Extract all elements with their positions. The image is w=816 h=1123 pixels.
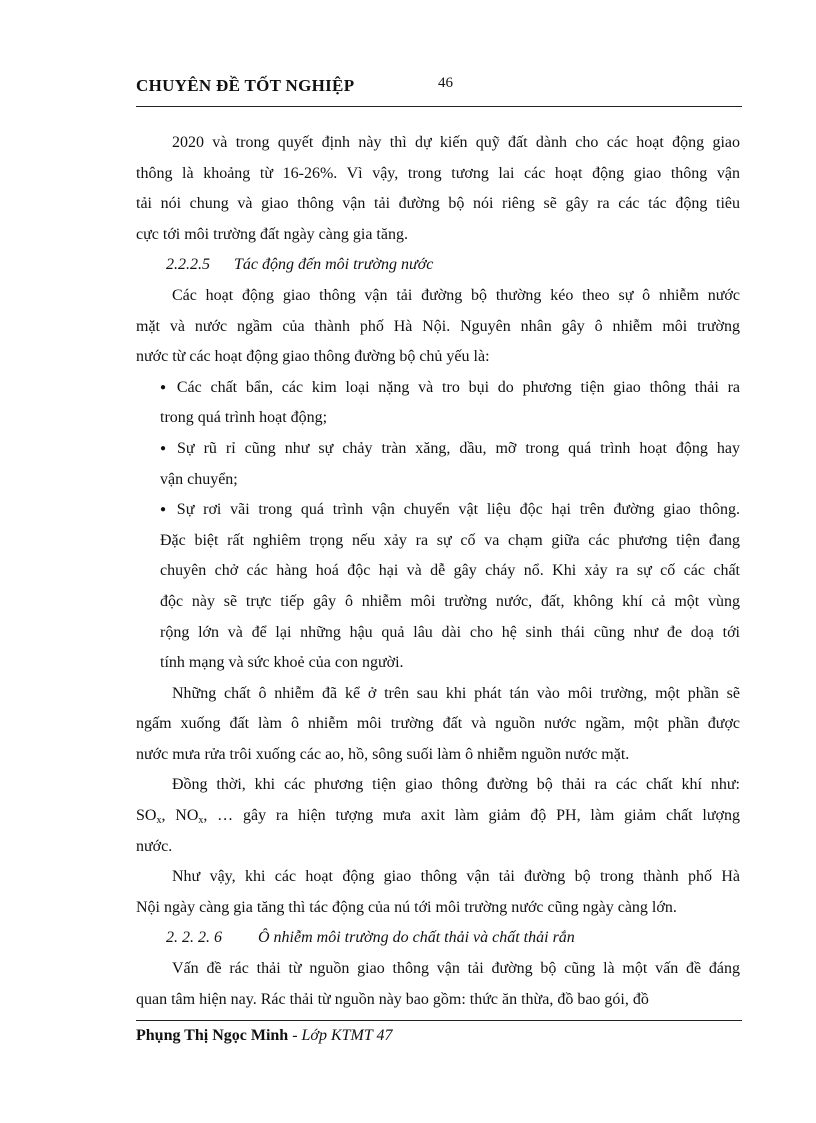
text-line: quan tâm hiện nay. Rác thải từ nguồn này bao gồm: thức ăn thừa, đồ bao gói, đồ [136, 990, 649, 1008]
no-x-label: NO [175, 807, 199, 825]
so-x-label: SO [136, 807, 157, 825]
section-heading-2-2-2-6 [136, 923, 740, 954]
subscript-x: x [198, 815, 204, 827]
text-line: Những chất ô nhiễm đã kể ở trên sau khi phát tán vào môi trường, một phần sẽ [172, 684, 740, 702]
bullet-icon: ● [160, 504, 171, 516]
author-name: Phụng Thị Ngọc Minh [136, 1027, 289, 1044]
text-line-chemicals [136, 801, 740, 832]
section-heading-2-2-2-5 [136, 250, 740, 281]
text-line: trong quá trình hoạt động; [160, 409, 328, 427]
page-footer [136, 1027, 392, 1045]
text-line: Các hoạt động giao thông vận tải đường bộ thường kéo theo sự ô nhiễm nước [172, 286, 740, 304]
bullet-text: Sự rũ rỉ cũng như sự chảy tràn xăng, dầu, mỡ trong quá trình hoạt động hay [177, 439, 740, 457]
page-header [136, 76, 742, 106]
bullet-text: Các chất bẩn, các kim loại nặng và tro bụi do phương tiện giao thông thải ra [176, 378, 740, 396]
text-line: Như vậy, khi các hoạt động giao thông vận tải đường bộ trong thành phố Hà [172, 868, 740, 886]
text-line: rộng lớn và để lại những hậu quả lâu dài cho hệ sinh thái cũng như đe doạ tới [160, 623, 740, 641]
text-line: Đặc biệt rất nghiêm trọng nếu xảy ra sự cố va chạm giữa các phương tiện đang [160, 531, 740, 549]
text-line: Vấn đề rác thải từ nguồn giao thông vận tải đường bộ cũng là một vấn đề đáng [172, 960, 740, 978]
text-line: tính mạng và sức khoẻ của con người. [160, 654, 404, 672]
section-number: 2.2.2.5 [166, 256, 210, 274]
text-line: mặt và nước ngầm của thành phố Hà Nội. Nguyên nhân gây ô nhiễm môi trường [136, 317, 740, 335]
line-rest: , … gây ra hiện tượng mưa axit làm giảm độ PH, làm giảm chất lượng [203, 807, 741, 825]
bullet-icon: ● [160, 442, 172, 454]
text-line: thông là khoảng từ 16-26%. Vì vậy, trong tương lai các hoạt động giao thông vận [136, 164, 740, 182]
header-divider [136, 106, 742, 107]
class-label: Lớp KTMT 47 [301, 1027, 393, 1044]
text-line: vận chuyển; [160, 470, 238, 488]
footer-separator: - [288, 1027, 302, 1044]
document-body [136, 128, 740, 1015]
text-line: nước từ các hoạt động giao thông đường bộ chủ yếu là: [136, 348, 490, 366]
section-number: 2. 2. 2. 6 [166, 929, 222, 947]
section-title: Ô nhiễm môi trường do chất thải và chất thải rắn [258, 929, 575, 947]
bullet-item [136, 373, 740, 404]
bullet-text: Sự rơi vãi trong quá trình vận chuyển vật liệu độc hại trên đường giao thông. [176, 501, 740, 519]
text-line: chuyên chở các hàng hoá độc hại và dễ gây cháy nổ. Khi xảy ra sự cố các chất [160, 562, 740, 580]
bullet-item [136, 495, 740, 526]
text-line: Đồng thời, khi các phương tiện giao thông đường bộ thải ra các chất khí như: [172, 776, 740, 794]
text-line: 2020 và trong quyết định này thì dự kiến quỹ đất dành cho các hoạt động giao [172, 134, 740, 151]
separator: , [161, 807, 176, 825]
text-line: cực tới môi trường đất ngày càng gia tăng. [136, 225, 408, 243]
text-line: nước mưa rửa trôi xuống các ao, hồ, sông suối làm ô nhiễm nguồn nước mặt. [136, 745, 630, 763]
bullet-item [136, 434, 740, 465]
text-line: ngấm xuống đất làm ô nhiễm môi trường đất và nguồn nước ngầm, một phần được [136, 715, 740, 733]
text-line: nước. [136, 837, 173, 855]
bullet-icon: ● [160, 381, 171, 393]
footer-divider [136, 1020, 742, 1021]
text-line: tải nói chung và giao thông vận tải đường bộ nói riêng sẽ gây ra các tác động tiêu [136, 195, 740, 213]
section-title: Tác động đến môi trường nước [234, 256, 434, 274]
page-number: 46 [438, 75, 453, 91]
text-line: độc này sẽ trực tiếp gây ô nhiễm môi trường nước, đất, không khí cả một vùng [160, 592, 740, 610]
subscript-x: x [156, 815, 162, 827]
header-title: CHUYÊN ĐỀ TỐT NGHIỆP [136, 76, 355, 95]
text-line: Nội ngày càng gia tăng thì tác động của nú tới môi trường nước cũng ngày càng lớn. [136, 898, 677, 916]
